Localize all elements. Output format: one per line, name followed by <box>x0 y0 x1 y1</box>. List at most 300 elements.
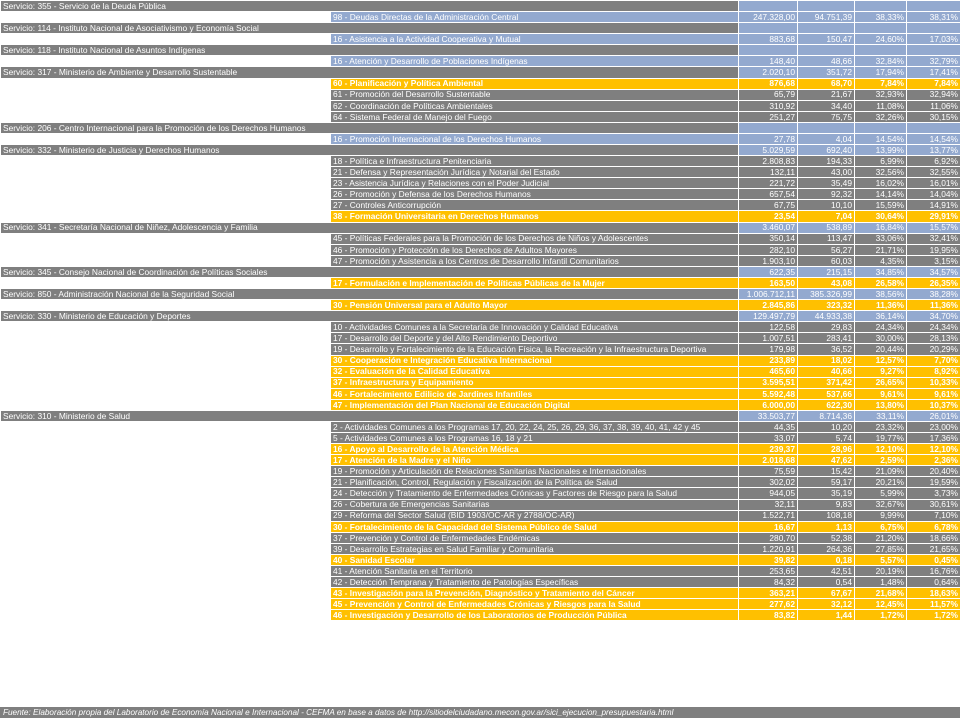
service-row <box>1 1 960 12</box>
porcentaje-ejecucion: 14,14% <box>855 189 907 200</box>
service-row <box>1 45 960 56</box>
porcentaje-ejecucion-alt: 14,04% <box>907 189 960 200</box>
credito-vigente: 3.460,07 <box>739 222 798 233</box>
porcentaje-ejecucion-alt: 26,01% <box>907 410 960 421</box>
program-row <box>1 521 960 532</box>
porcentaje-ejecucion: 16,84% <box>855 222 907 233</box>
program-row <box>1 588 960 599</box>
program-row <box>1 189 960 200</box>
program-name: 17 - Formulación e Implementación de Políticas Públicas de la Mujer <box>331 277 739 288</box>
credito-vigente: 1.903,10 <box>739 255 798 266</box>
porcentaje-ejecucion-alt: 17,41% <box>907 67 960 78</box>
porcentaje-ejecucion-alt: 7,70% <box>907 355 960 366</box>
devengado: 351,72 <box>798 67 855 78</box>
credito-vigente: 247.328,00 <box>739 12 798 23</box>
credito-vigente: 310,92 <box>739 100 798 111</box>
credito-vigente: 239,37 <box>739 444 798 455</box>
porcentaje-ejecucion-alt: 0,45% <box>907 554 960 565</box>
credito-vigente: 2.020,10 <box>739 67 798 78</box>
indent-spacer <box>1 34 331 45</box>
porcentaje-ejecucion: 32,67% <box>855 499 907 510</box>
program-name: 46 - Promoción y Protección de los Derechos de Adultos Mayores <box>331 244 739 255</box>
porcentaje-ejecucion-alt: 9,61% <box>907 388 960 399</box>
credito-vigente: 363,21 <box>739 588 798 599</box>
credito-vigente: 27,78 <box>739 133 798 144</box>
porcentaje-ejecucion-alt: 3,73% <box>907 488 960 499</box>
indent-spacer <box>1 111 331 122</box>
indent-spacer <box>1 333 331 344</box>
program-name: 42 - Detección Temprana y Tratamiento de Patologías Específicas <box>331 577 739 588</box>
program-name: 19 - Desarrollo y Fortalecimiento de la Educación Física, la Recreación y la Infraestructura Deportiva <box>331 344 739 355</box>
porcentaje-ejecucion: 11,36% <box>855 300 907 311</box>
service-row <box>1 222 960 233</box>
program-row <box>1 455 960 466</box>
program-name: 26 - Cobertura de Emergencias Sanitarias <box>331 499 739 510</box>
porcentaje-ejecucion: 9,99% <box>855 510 907 521</box>
credito-vigente: 132,11 <box>739 167 798 178</box>
porcentaje-ejecucion-alt: 13,77% <box>907 145 960 156</box>
porcentaje-ejecucion: 1,72% <box>855 610 907 621</box>
porcentaje-ejecucion-alt: 17,36% <box>907 433 960 444</box>
program-name: 39 - Desarrollo Estrategias en Salud Familiar y Comunitaria <box>331 543 739 554</box>
indent-spacer <box>1 421 331 432</box>
porcentaje-ejecucion: 21,20% <box>855 532 907 543</box>
devengado: 7,04 <box>798 211 855 222</box>
indent-spacer <box>1 178 331 189</box>
devengado: 1,44 <box>798 610 855 621</box>
program-name: 17 - Desarrollo del Deporte y del Alto Rendimiento Deportivo <box>331 333 739 344</box>
porcentaje-ejecucion: 20,21% <box>855 477 907 488</box>
porcentaje-ejecucion-alt: 6,78% <box>907 521 960 532</box>
porcentaje-ejecucion-alt: 20,29% <box>907 344 960 355</box>
porcentaje-ejecucion-alt: 29,91% <box>907 211 960 222</box>
devengado: 10,20 <box>798 421 855 432</box>
devengado: 92,32 <box>798 189 855 200</box>
service-row <box>1 266 960 277</box>
porcentaje-ejecucion: 38,33% <box>855 12 907 23</box>
credito-vigente: 33,07 <box>739 433 798 444</box>
devengado: 9,83 <box>798 499 855 510</box>
devengado: 538,89 <box>798 222 855 233</box>
credito-vigente: 2.018,68 <box>739 455 798 466</box>
porcentaje-ejecucion: 21,71% <box>855 244 907 255</box>
credito-vigente: 1.220,91 <box>739 543 798 554</box>
program-name: 43 - Investigación para la Prevención, Diagnóstico y Tratamiento del Cáncer <box>331 588 739 599</box>
porcentaje-ejecucion-alt: 0,64% <box>907 577 960 588</box>
credito-vigente <box>739 45 798 56</box>
service-name: Servicio: 114 - Instituto Nacional de Asociativismo y Economía Social <box>1 23 739 34</box>
porcentaje-ejecucion: 20,19% <box>855 565 907 576</box>
credito-vigente: 657,54 <box>739 189 798 200</box>
porcentaje-ejecucion-alt: 38,28% <box>907 289 960 300</box>
program-row <box>1 34 960 45</box>
service-row <box>1 311 960 322</box>
credito-vigente: 221,72 <box>739 178 798 189</box>
porcentaje-ejecucion: 6,99% <box>855 156 907 167</box>
program-row <box>1 178 960 189</box>
porcentaje-ejecucion-alt <box>907 122 960 133</box>
credito-vigente: 350,14 <box>739 233 798 244</box>
porcentaje-ejecucion-alt: 19,95% <box>907 244 960 255</box>
program-row <box>1 344 960 355</box>
devengado: 0,54 <box>798 577 855 588</box>
program-name: 30 - Cooperación e Integración Educativa Internacional <box>331 355 739 366</box>
program-name: 47 - Promoción y Asistencia a los Centros de Desarrollo Infantil Comunitarios <box>331 255 739 266</box>
porcentaje-ejecucion-alt: 38,31% <box>907 12 960 23</box>
credito-vigente: 84,32 <box>739 577 798 588</box>
devengado: 385.326,99 <box>798 289 855 300</box>
credito-vigente: 3.595,51 <box>739 377 798 388</box>
service-row <box>1 289 960 300</box>
program-row <box>1 610 960 621</box>
program-row <box>1 322 960 333</box>
credito-vigente: 148,40 <box>739 56 798 67</box>
porcentaje-ejecucion: 33,06% <box>855 233 907 244</box>
porcentaje-ejecucion: 24,60% <box>855 34 907 45</box>
program-row <box>1 444 960 455</box>
devengado: 42,51 <box>798 565 855 576</box>
devengado: 215,15 <box>798 266 855 277</box>
program-row <box>1 388 960 399</box>
devengado: 68,70 <box>798 78 855 89</box>
porcentaje-ejecucion: 27,85% <box>855 543 907 554</box>
porcentaje-ejecucion-alt: 24,34% <box>907 322 960 333</box>
porcentaje-ejecucion-alt: 34,57% <box>907 266 960 277</box>
indent-spacer <box>1 233 331 244</box>
program-row <box>1 78 960 89</box>
devengado <box>798 122 855 133</box>
devengado: 36,52 <box>798 344 855 355</box>
devengado: 59,17 <box>798 477 855 488</box>
devengado: 56,27 <box>798 244 855 255</box>
porcentaje-ejecucion-alt: 18,66% <box>907 532 960 543</box>
program-row <box>1 277 960 288</box>
credito-vigente: 44,35 <box>739 421 798 432</box>
porcentaje-ejecucion-alt: 1,72% <box>907 610 960 621</box>
credito-vigente: 33.503,77 <box>739 410 798 421</box>
indent-spacer <box>1 133 331 144</box>
program-row <box>1 111 960 122</box>
program-name: 32 - Evaluación de la Calidad Educativa <box>331 366 739 377</box>
porcentaje-ejecucion-alt: 11,06% <box>907 100 960 111</box>
program-name: 18 - Política e Infraestructura Penitenciaria <box>331 156 739 167</box>
program-name: 5 - Actividades Comunes a los Programas 16, 18 y 21 <box>331 433 739 444</box>
credito-vigente: 302,02 <box>739 477 798 488</box>
devengado: 35,49 <box>798 178 855 189</box>
credito-vigente: 23,54 <box>739 211 798 222</box>
service-name: Servicio: 332 - Ministerio de Justicia y Derechos Humanos <box>1 145 739 156</box>
porcentaje-ejecucion: 13,80% <box>855 399 907 410</box>
program-name: 16 - Atención y Desarrollo de Poblaciones Indígenas <box>331 56 739 67</box>
porcentaje-ejecucion-alt <box>907 45 960 56</box>
devengado: 35,19 <box>798 488 855 499</box>
porcentaje-ejecucion-alt: 32,55% <box>907 167 960 178</box>
porcentaje-ejecucion-alt: 2,36% <box>907 455 960 466</box>
program-row <box>1 466 960 477</box>
porcentaje-ejecucion: 12,10% <box>855 444 907 455</box>
program-row <box>1 599 960 610</box>
porcentaje-ejecucion: 20,44% <box>855 344 907 355</box>
indent-spacer <box>1 277 331 288</box>
devengado: 622,30 <box>798 399 855 410</box>
service-name: Servicio: 310 - Ministerio de Salud <box>1 410 739 421</box>
program-row <box>1 433 960 444</box>
program-row <box>1 100 960 111</box>
porcentaje-ejecucion: 12,57% <box>855 355 907 366</box>
porcentaje-ejecucion: 23,32% <box>855 421 907 432</box>
porcentaje-ejecucion-alt: 7,10% <box>907 510 960 521</box>
program-row <box>1 532 960 543</box>
service-name: Servicio: 850 - Administración Nacional de la Seguridad Social <box>1 289 739 300</box>
porcentaje-ejecucion <box>855 1 907 12</box>
porcentaje-ejecucion: 32,26% <box>855 111 907 122</box>
devengado: 0,18 <box>798 554 855 565</box>
credito-vigente: 2.808,83 <box>739 156 798 167</box>
porcentaje-ejecucion: 33,11% <box>855 410 907 421</box>
porcentaje-ejecucion: 34,85% <box>855 266 907 277</box>
program-name: 17 - Atención de la Madre y el Niño <box>331 455 739 466</box>
program-row <box>1 200 960 211</box>
program-row <box>1 167 960 178</box>
program-row <box>1 499 960 510</box>
credito-vigente: 75,59 <box>739 466 798 477</box>
devengado: 40,66 <box>798 366 855 377</box>
credito-vigente: 280,70 <box>739 532 798 543</box>
devengado: 52,38 <box>798 532 855 543</box>
program-name: 38 - Formación Universitaria en Derechos Humanos <box>331 211 739 222</box>
program-row <box>1 477 960 488</box>
program-name: 60 - Planificación y Política Ambiental <box>331 78 739 89</box>
porcentaje-ejecucion: 7,84% <box>855 78 907 89</box>
porcentaje-ejecucion: 11,08% <box>855 100 907 111</box>
devengado: 32,12 <box>798 599 855 610</box>
devengado: 10,10 <box>798 200 855 211</box>
porcentaje-ejecucion: 32,93% <box>855 89 907 100</box>
devengado: 4,04 <box>798 133 855 144</box>
indent-spacer <box>1 189 331 200</box>
indent-spacer <box>1 577 331 588</box>
indent-spacer <box>1 499 331 510</box>
program-row <box>1 56 960 67</box>
program-name: 37 - Infraestructura y Equipamiento <box>331 377 739 388</box>
indent-spacer <box>1 355 331 366</box>
porcentaje-ejecucion: 30,00% <box>855 333 907 344</box>
credito-vigente: 622,35 <box>739 266 798 277</box>
program-row <box>1 399 960 410</box>
credito-vigente <box>739 1 798 12</box>
devengado: 43,00 <box>798 167 855 178</box>
program-name: 16 - Asistencia a la Actividad Cooperativa y Mutual <box>331 34 739 45</box>
porcentaje-ejecucion: 21,68% <box>855 588 907 599</box>
indent-spacer <box>1 599 331 610</box>
credito-vigente: 67,75 <box>739 200 798 211</box>
credito-vigente: 6.000,00 <box>739 399 798 410</box>
devengado: 28,96 <box>798 444 855 455</box>
indent-spacer <box>1 200 331 211</box>
porcentaje-ejecucion: 16,02% <box>855 178 907 189</box>
program-name: 40 - Sanidad Escolar <box>331 554 739 565</box>
porcentaje-ejecucion-alt: 30,15% <box>907 111 960 122</box>
porcentaje-ejecucion-alt: 11,57% <box>907 599 960 610</box>
program-row <box>1 156 960 167</box>
program-row <box>1 577 960 588</box>
porcentaje-ejecucion-alt: 10,37% <box>907 399 960 410</box>
indent-spacer <box>1 377 331 388</box>
credito-vigente: 2.845,86 <box>739 300 798 311</box>
credito-vigente: 876,68 <box>739 78 798 89</box>
indent-spacer <box>1 388 331 399</box>
indent-spacer <box>1 455 331 466</box>
credito-vigente: 1.006.712,11 <box>739 289 798 300</box>
devengado: 537,66 <box>798 388 855 399</box>
porcentaje-ejecucion-alt: 14,91% <box>907 200 960 211</box>
credito-vigente: 16,67 <box>739 521 798 532</box>
porcentaje-ejecucion-alt: 32,41% <box>907 233 960 244</box>
devengado: 1,13 <box>798 521 855 532</box>
program-name: 19 - Promoción y Articulación de Relaciones Sanitarias Nacionales e Internacionales <box>331 466 739 477</box>
program-name: 45 - Políticas Federales para la Promoción de los Derechos de Niños y Adolescentes <box>331 233 739 244</box>
service-row <box>1 410 960 421</box>
porcentaje-ejecucion: 4,35% <box>855 255 907 266</box>
indent-spacer <box>1 610 331 621</box>
devengado: 194,33 <box>798 156 855 167</box>
indent-spacer <box>1 554 331 565</box>
indent-spacer <box>1 521 331 532</box>
credito-vigente: 65,79 <box>739 89 798 100</box>
program-name: 21 - Planificación, Control, Regulación y Fiscalización de la Política de Salud <box>331 477 739 488</box>
service-name: Servicio: 317 - Ministerio de Ambiente y Desarrollo Sustentable <box>1 67 739 78</box>
porcentaje-ejecucion-alt: 34,70% <box>907 311 960 322</box>
porcentaje-ejecucion: 30,64% <box>855 211 907 222</box>
source-footnote: Fuente: Elaboración propia del Laboratorio de Economía Nacional e Internacional - CEFMA en base a datos de http://sitiodelciudadano.mecon.gov.ar/sici_ejecucion_presupuestaria.html <box>0 707 960 718</box>
devengado: 48,66 <box>798 56 855 67</box>
devengado: 29,83 <box>798 322 855 333</box>
devengado: 67,67 <box>798 588 855 599</box>
devengado: 8.714,36 <box>798 410 855 421</box>
devengado: 75,75 <box>798 111 855 122</box>
indent-spacer <box>1 56 331 67</box>
program-row <box>1 488 960 499</box>
porcentaje-ejecucion-alt: 19,59% <box>907 477 960 488</box>
program-row <box>1 211 960 222</box>
service-name: Servicio: 118 - Instituto Nacional de Asuntos Indígenas <box>1 45 739 56</box>
credito-vigente: 883,68 <box>739 34 798 45</box>
indent-spacer <box>1 444 331 455</box>
porcentaje-ejecucion: 9,61% <box>855 388 907 399</box>
credito-vigente: 129.497,79 <box>739 311 798 322</box>
program-row <box>1 233 960 244</box>
devengado: 323,32 <box>798 300 855 311</box>
devengado: 113,47 <box>798 233 855 244</box>
credito-vigente: 5.029,59 <box>739 145 798 156</box>
program-row <box>1 421 960 432</box>
devengado: 264,36 <box>798 543 855 554</box>
porcentaje-ejecucion-alt: 23,00% <box>907 421 960 432</box>
credito-vigente: 1.522,71 <box>739 510 798 521</box>
devengado: 108,18 <box>798 510 855 521</box>
porcentaje-ejecucion: 36,14% <box>855 311 907 322</box>
devengado <box>798 1 855 12</box>
credito-vigente: 32,11 <box>739 499 798 510</box>
porcentaje-ejecucion-alt: 30,61% <box>907 499 960 510</box>
indent-spacer <box>1 211 331 222</box>
program-name: 46 - Fortalecimiento Edilicio de Jardines Infantiles <box>331 388 739 399</box>
program-row <box>1 554 960 565</box>
devengado: 44.933,38 <box>798 311 855 322</box>
porcentaje-ejecucion-alt: 7,84% <box>907 78 960 89</box>
devengado: 15,42 <box>798 466 855 477</box>
porcentaje-ejecucion-alt: 26,35% <box>907 277 960 288</box>
porcentaje-ejecucion: 6,75% <box>855 521 907 532</box>
porcentaje-ejecucion-alt: 21,65% <box>907 543 960 554</box>
credito-vigente <box>739 122 798 133</box>
devengado: 94.751,39 <box>798 12 855 23</box>
service-name: Servicio: 345 - Consejo Nacional de Coordinación de Políticas Sociales <box>1 266 739 277</box>
indent-spacer <box>1 156 331 167</box>
devengado: 692,40 <box>798 145 855 156</box>
devengado: 21,67 <box>798 89 855 100</box>
porcentaje-ejecucion: 5,57% <box>855 554 907 565</box>
program-name: 30 - Fortalecimiento de la Capacidad del Sistema Público de Salud <box>331 521 739 532</box>
porcentaje-ejecucion-alt: 11,36% <box>907 300 960 311</box>
porcentaje-ejecucion-alt: 14,54% <box>907 133 960 144</box>
program-row <box>1 300 960 311</box>
devengado <box>798 45 855 56</box>
program-name: 2 - Actividades Comunes a los Programas 17, 20, 22, 24, 25, 26, 29, 36, 37, 38, 39, 40, 41, 42 y 45 <box>331 421 739 432</box>
indent-spacer <box>1 433 331 444</box>
program-name: 24 - Detección y Tratamiento de Enfermedades Crónicas y Factores de Riesgo para la Salud <box>331 488 739 499</box>
indent-spacer <box>1 322 331 333</box>
program-row <box>1 133 960 144</box>
program-name: 16 - Apoyo al Desarrollo de la Atención Médica <box>331 444 739 455</box>
porcentaje-ejecucion-alt: 17,03% <box>907 34 960 45</box>
indent-spacer <box>1 588 331 599</box>
credito-vigente: 5.592,48 <box>739 388 798 399</box>
program-name: 21 - Defensa y Representación Jurídica y Notarial del Estado <box>331 167 739 178</box>
porcentaje-ejecucion: 24,34% <box>855 322 907 333</box>
porcentaje-ejecucion: 2,59% <box>855 455 907 466</box>
credito-vigente: 233,89 <box>739 355 798 366</box>
porcentaje-ejecucion-alt: 16,01% <box>907 178 960 189</box>
porcentaje-ejecucion <box>855 23 907 34</box>
porcentaje-ejecucion-alt <box>907 1 960 12</box>
indent-spacer <box>1 399 331 410</box>
devengado: 150,47 <box>798 34 855 45</box>
porcentaje-ejecucion: 32,56% <box>855 167 907 178</box>
program-row <box>1 12 960 23</box>
program-row <box>1 333 960 344</box>
indent-spacer <box>1 344 331 355</box>
porcentaje-ejecucion: 9,27% <box>855 366 907 377</box>
devengado: 283,41 <box>798 333 855 344</box>
service-row <box>1 67 960 78</box>
indent-spacer <box>1 167 331 178</box>
porcentaje-ejecucion-alt: 15,57% <box>907 222 960 233</box>
credito-vigente: 83,82 <box>739 610 798 621</box>
porcentaje-ejecucion-alt: 3,15% <box>907 255 960 266</box>
porcentaje-ejecucion-alt: 6,92% <box>907 156 960 167</box>
indent-spacer <box>1 78 331 89</box>
credito-vigente: 179,98 <box>739 344 798 355</box>
program-name: 41 - Atención Sanitaria en el Territorio <box>331 565 739 576</box>
program-name: 23 - Asistencia Jurídica y Relaciones con el Poder Judicial <box>331 178 739 189</box>
credito-vigente <box>739 23 798 34</box>
porcentaje-ejecucion: 32,84% <box>855 56 907 67</box>
porcentaje-ejecucion: 12,45% <box>855 599 907 610</box>
porcentaje-ejecucion: 26,58% <box>855 277 907 288</box>
program-row <box>1 565 960 576</box>
credito-vigente: 253,65 <box>739 565 798 576</box>
